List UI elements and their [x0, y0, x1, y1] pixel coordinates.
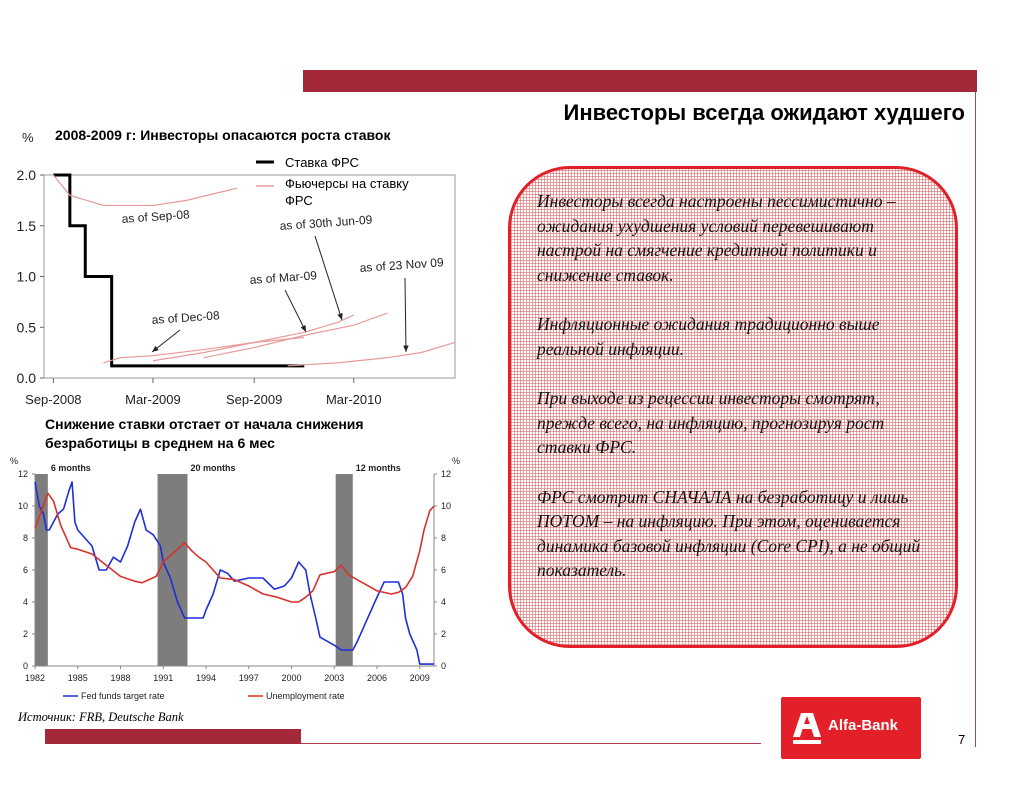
legend-label-fed-target: Fed funds target rate: [81, 691, 165, 701]
chart2-x-tick-label: 2000: [281, 673, 302, 683]
unemployment-fed-chart: [0, 450, 470, 710]
callout-paragraph: При выходе из рецессии инвесторы смотрят, прежде всего, на инфляцию, прогнозируя рост ставки ФРС.: [537, 388, 885, 457]
right-divider: [975, 92, 976, 747]
chart2-series: [35, 482, 434, 664]
chart2-y-tick-label-right: 6: [441, 565, 447, 575]
page-number: 7: [958, 732, 966, 747]
chart2-x-tick-label: 1994: [195, 673, 217, 683]
chart2-y-tick-label-right: 12: [441, 469, 452, 479]
legend-label-futures: [285, 176, 412, 208]
series-as-of-23-nov-09: [288, 342, 455, 365]
annotation-as-of-30th-jun-09: as of 30th Jun-09: [279, 212, 373, 233]
annotation-arrow-line: [315, 236, 342, 320]
chart1-x-tick-label: Mar-2009: [125, 392, 181, 407]
chart2-y-tick-label-left: 8: [22, 533, 28, 543]
chart1-y-tick-label: 0.0: [16, 370, 36, 386]
chart1-annotations: [121, 207, 444, 352]
chart1-legend: [256, 155, 412, 208]
callout-text: [537, 189, 937, 608]
page-title: Инвесторы всегда ожидают худшего: [563, 100, 965, 125]
chart2-y-tick-label-right: 2: [441, 629, 447, 639]
chart2-y-tick-label-left: 0: [22, 661, 28, 671]
top-accent-bar: [303, 70, 977, 92]
annotation-as-of-sep-08: as of Sep-08: [121, 207, 191, 226]
chart2-legend: [63, 691, 345, 701]
chart2-axes: [18, 463, 451, 683]
series-unemployment-rate: [35, 493, 434, 602]
annotation-arrow-line: [285, 290, 306, 332]
chart1-y-tick-label: 0.5: [16, 319, 36, 336]
chart2-x-tick-label: 2006: [366, 673, 388, 683]
series-fed-funds-target-rate: [35, 482, 434, 664]
recession-label: 20 months: [190, 463, 236, 473]
legend-label-unemployment: Unemployment rate: [266, 691, 345, 701]
alfa-bank-logo: [781, 697, 921, 759]
chart1-title: 2008-2009 г: Инвесторы опасаются роста ставок: [55, 127, 391, 143]
annotation-arrow-line: [405, 278, 406, 352]
fed-futures-chart: [0, 120, 470, 415]
chart2-y-tick-label-right: 0: [441, 661, 447, 671]
chart2-x-tick-label: 2003: [324, 673, 345, 683]
chart2-y-tick-label-left: 12: [17, 469, 28, 479]
chart2-y-unit-right: %: [452, 456, 461, 466]
alfa-a-icon: [792, 711, 822, 745]
callout-paragraph: Инфляционные ожидания традиционно выше реальной инфляции.: [537, 314, 880, 359]
annotation-as-of-23-nov-09: as of 23 Nov 09: [359, 255, 445, 275]
chart2-x-tick-label: 1991: [153, 673, 174, 683]
annotation-arrow-head: [152, 346, 159, 352]
chart2-y-tick-label-left: 10: [17, 501, 28, 511]
chart1-x-tick-label: Mar-2010: [325, 392, 382, 407]
chart2-x-tick-label: 1982: [24, 673, 46, 683]
chart2-y-tick-label-left: 2: [22, 629, 28, 639]
chart2-x-tick-label: 1988: [110, 673, 131, 683]
chart2-y-tick-label-left: 4: [22, 597, 28, 607]
recession-label: 6 months: [50, 463, 91, 473]
callout-paragraph: ФРС смотрит СНАЧАЛА на безработицу и лишь ПОТОМ – на инфляцию. При этом, оценивается динамика базовой инфляции (Core CPI), а не общий показатель.: [537, 486, 921, 580]
annotation-as-of-mar-09: as of Mar-09: [249, 268, 318, 287]
annotation-arrow-head: [337, 313, 342, 320]
legend-label-fed-rate: Ставка ФРС: [285, 155, 359, 170]
bottom-accent-bar: [45, 729, 301, 744]
recession-label: 12 months: [355, 463, 401, 473]
bottom-divider: [301, 743, 761, 744]
chart2-x-tick-label: 1997: [238, 673, 259, 683]
chart2-y-tick-label-left: 6: [22, 565, 28, 575]
source-note: Источник: FRB, Deutsche Bank: [18, 710, 184, 724]
chart1-y-tick-label: 1.5: [16, 217, 36, 234]
logo-text: Alfa-Bank: [828, 717, 899, 734]
chart1-y-unit: %: [22, 130, 34, 145]
chart2-x-tick-label: 1985: [67, 673, 88, 683]
annotation-arrow-head: [403, 346, 408, 352]
annotation-as-of-dec-08: as of Dec-08: [151, 308, 221, 327]
series-as-of-sep-08: [53, 175, 237, 205]
chart2-y-tick-label-right: 10: [441, 501, 452, 511]
chart1-y-tick-label: 2.0: [16, 167, 36, 183]
chart2-y-tick-label-right: 4: [441, 597, 447, 607]
series-as-of-dec-08: [103, 337, 304, 362]
callout-paragraph: Инвесторы всегда настроены пессимистично – ожидания ухудшения условий перевешивают настрой на смягчение кредитной политики и снижение ставок.: [537, 191, 896, 285]
legend-label-futures-line2: ФРС: [285, 193, 313, 208]
chart1-x-tick-label: Sep-2009: [225, 392, 283, 407]
chart1-y-tick-label: 1.0: [16, 268, 36, 285]
legend-label-futures-line1: Фьючерсы на ставку: [285, 176, 409, 191]
series-fed-rate: [53, 175, 304, 366]
chart1-axes: [17, 167, 455, 407]
chart2-title: Снижение ставки отстает от начала снижения безработицы в среднем на 6 мес: [45, 416, 364, 451]
series-as-of-30th-jun-09: [204, 313, 388, 358]
recession-band: [158, 474, 188, 666]
chart1-x-tick-label: Sep-2008: [25, 392, 82, 407]
chart2-y-unit-left: %: [10, 456, 19, 466]
chart2-y-tick-label-right: 8: [441, 533, 447, 543]
callout-box: [508, 166, 958, 648]
chart2-x-tick-label: 2009: [409, 673, 430, 683]
recession-band: [35, 474, 48, 666]
